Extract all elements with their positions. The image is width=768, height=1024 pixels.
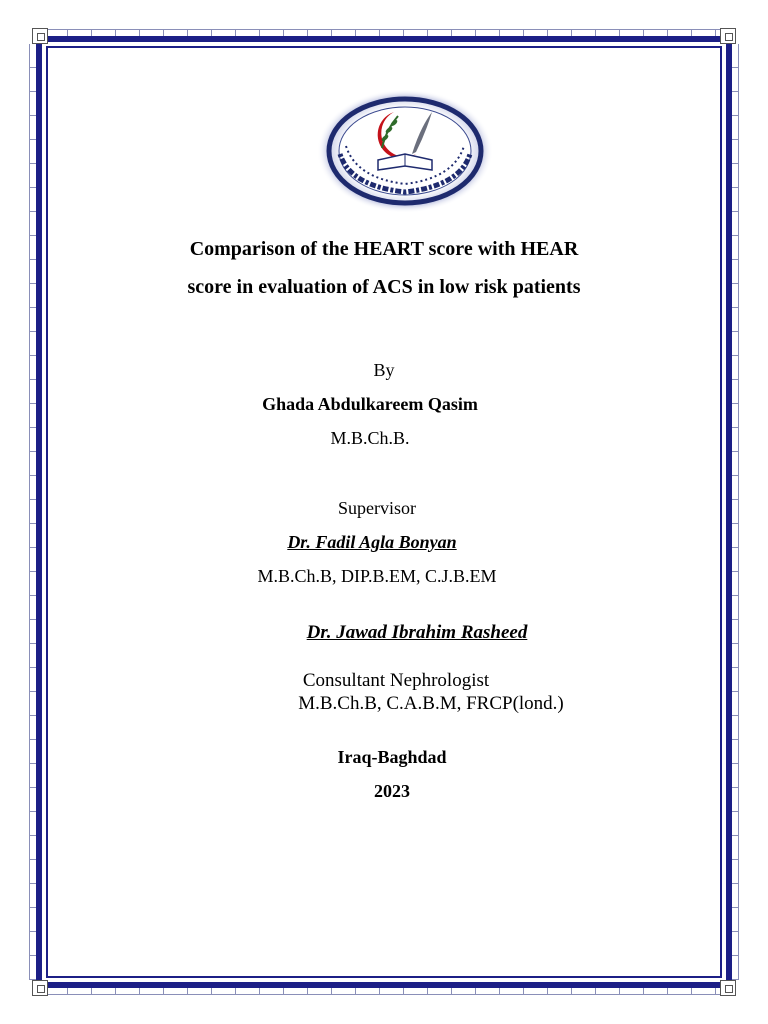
- by-label: By: [373, 360, 395, 380]
- supervisor-1-degrees: M.B.Ch.B, DIP.B.EM, C.J.B.EM: [257, 566, 497, 586]
- supervisor-1-name: Dr. Fadil Agla Bonyan: [287, 532, 457, 552]
- author-name: Ghada Abdulkareem Qasim: [262, 394, 478, 414]
- thesis-title-line-1: Comparison of the HEART score with HEAR: [189, 238, 579, 260]
- border-rail-bottom: [44, 988, 724, 995]
- supervisor-label: Supervisor: [338, 498, 416, 518]
- university-crest-logo: [316, 88, 494, 214]
- year: 2023: [374, 781, 410, 801]
- thesis-title-line-2: score in evaluation of ACS in low risk patients: [187, 276, 581, 298]
- supervisor-2-name: Dr. Jawad Ibrahim Rasheed: [306, 622, 528, 643]
- border-rail-top: [44, 29, 724, 36]
- border-corner-top-right: [720, 28, 736, 44]
- supervisor-2-degrees: M.B.Ch.B, C.A.B.M, FRCP(lond.): [298, 693, 564, 714]
- border-corner-bottom-left: [32, 980, 48, 996]
- supervisor-2-role: Consultant Nephrologist: [302, 670, 490, 691]
- border-corner-bottom-right: [720, 980, 736, 996]
- border-corner-top-left: [32, 28, 48, 44]
- place: Iraq-Baghdad: [337, 747, 447, 767]
- author-degree: M.B.Ch.B.: [330, 428, 410, 448]
